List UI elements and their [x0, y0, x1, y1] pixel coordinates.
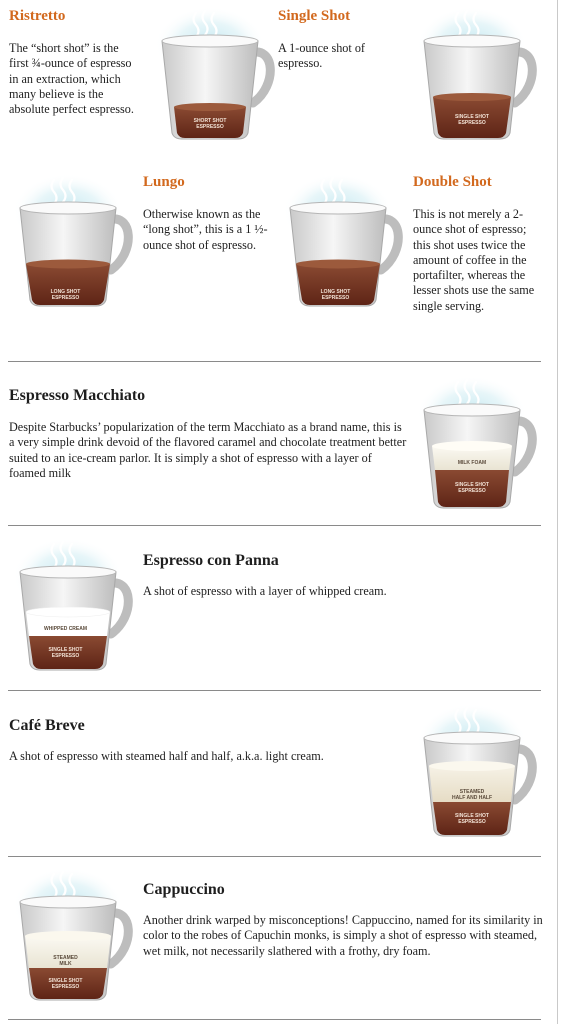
breve-description: A shot of espresso with steamed half and half, a.k.a. light cream.: [9, 749, 324, 763]
con-panna-description: A shot of espresso with a layer of whipped cream.: [143, 584, 387, 598]
lungo-title: Lungo: [143, 174, 185, 190]
lungo-cup-label-1: LONG SHOT: [50, 289, 81, 295]
breve-cup-label-2: ESPRESSO: [458, 819, 486, 825]
con-panna-cup-top-label: WHIPPED CREAM: [43, 626, 88, 632]
con-panna-cup-illustration: [8, 536, 138, 681]
ristretto-description: The “short shot” is the first ¾-ounce of espresso in an extraction, which many believe is the absolute perfect espresso.: [9, 41, 134, 117]
double-shot-cup-illustration: [278, 172, 408, 317]
section-divider-2: [8, 525, 541, 526]
ristretto-cup-label-2: ESPRESSO: [196, 124, 224, 130]
lungo-description: Otherwise known as the “long shot”, this is a 1 ½-ounce shot of espresso.: [143, 207, 268, 252]
macchiato-cup-top-label: MILK FOAM: [457, 460, 487, 466]
ristretto-cup-illustration: [150, 5, 280, 150]
section-divider-1: [8, 361, 541, 362]
double-shot-title: Double Shot: [413, 174, 492, 190]
con-panna-title: Espresso con Panna: [143, 552, 279, 569]
cappuccino-cup-label-1: SINGLE SHOT: [48, 978, 83, 984]
right-divider-line: [557, 0, 558, 1024]
single-shot-cup-label-2: ESPRESSO: [458, 120, 486, 126]
single-shot-title: Single Shot: [278, 8, 351, 24]
macchiato-cup-label-1: SINGLE SHOT: [455, 482, 489, 488]
cappuccino-cup-label-2: ESPRESSO: [51, 984, 80, 990]
double-shot-cup-label-2: ESPRESSO: [321, 295, 350, 301]
breve-cup-top-label-1: STEAMED: [459, 789, 485, 795]
lungo-cup-label-2: ESPRESSO: [51, 295, 80, 301]
single-shot-description: A 1-ounce shot of espresso.: [278, 41, 365, 71]
breve-cup-illustration: [412, 702, 542, 847]
cappuccino-cup-illustration: [8, 866, 138, 1011]
breve-cup-top-label-2: HALF AND HALF: [451, 795, 493, 801]
macchiato-description: Despite Starbucks’ popularization of the term Macchiato as a brand name, this is a very simple drink devoid of the flavored caramel and chocolate treatment better suited to an ice-cream parlor. It is simply a shot of espresso with a layer of foamed milk: [9, 420, 407, 480]
single-shot-cup-illustration: [412, 5, 542, 150]
lungo-cup-illustration: [8, 172, 138, 317]
cappuccino-description: Another drink warped by misconceptions! Cappuccino, named for its similarity in color to the robes of Capuchin monks, is simply a shot of espresso with steamed, wet milk, not necessarily slathered with a frothy, dry foam.: [143, 913, 543, 958]
double-shot-description: This is not merely a 2-ounce shot of espresso; this shot uses twice the amount of coffee in the portafilter, whereas the lesser shots use the same single serving.: [413, 207, 535, 313]
section-divider-5: [8, 1019, 541, 1020]
ristretto-title: Ristretto: [9, 8, 66, 24]
macchiato-cup-illustration: [412, 374, 542, 519]
section-divider-3: [8, 690, 541, 691]
section-divider-4: [8, 856, 541, 857]
con-panna-cup-label-2: ESPRESSO: [51, 653, 80, 659]
ristretto-cup-label-1: SHORT SHOT: [193, 118, 227, 124]
cappuccino-cup-top-label-1: STEAMED: [53, 955, 78, 961]
macchiato-title: Espresso Macchiato: [9, 387, 146, 404]
double-shot-cup-label-1: LONG SHOT: [320, 289, 351, 295]
cappuccino-cup-top-label-2: MILK: [59, 961, 72, 967]
cappuccino-title: Cappuccino: [143, 881, 225, 898]
single-shot-cup-label-1: SINGLE SHOT: [455, 114, 489, 120]
breve-title: Café Breve: [9, 717, 85, 734]
con-panna-cup-label-1: SINGLE SHOT: [48, 647, 83, 653]
macchiato-cup-label-2: ESPRESSO: [458, 488, 486, 494]
breve-cup-label-1: SINGLE SHOT: [455, 813, 489, 819]
